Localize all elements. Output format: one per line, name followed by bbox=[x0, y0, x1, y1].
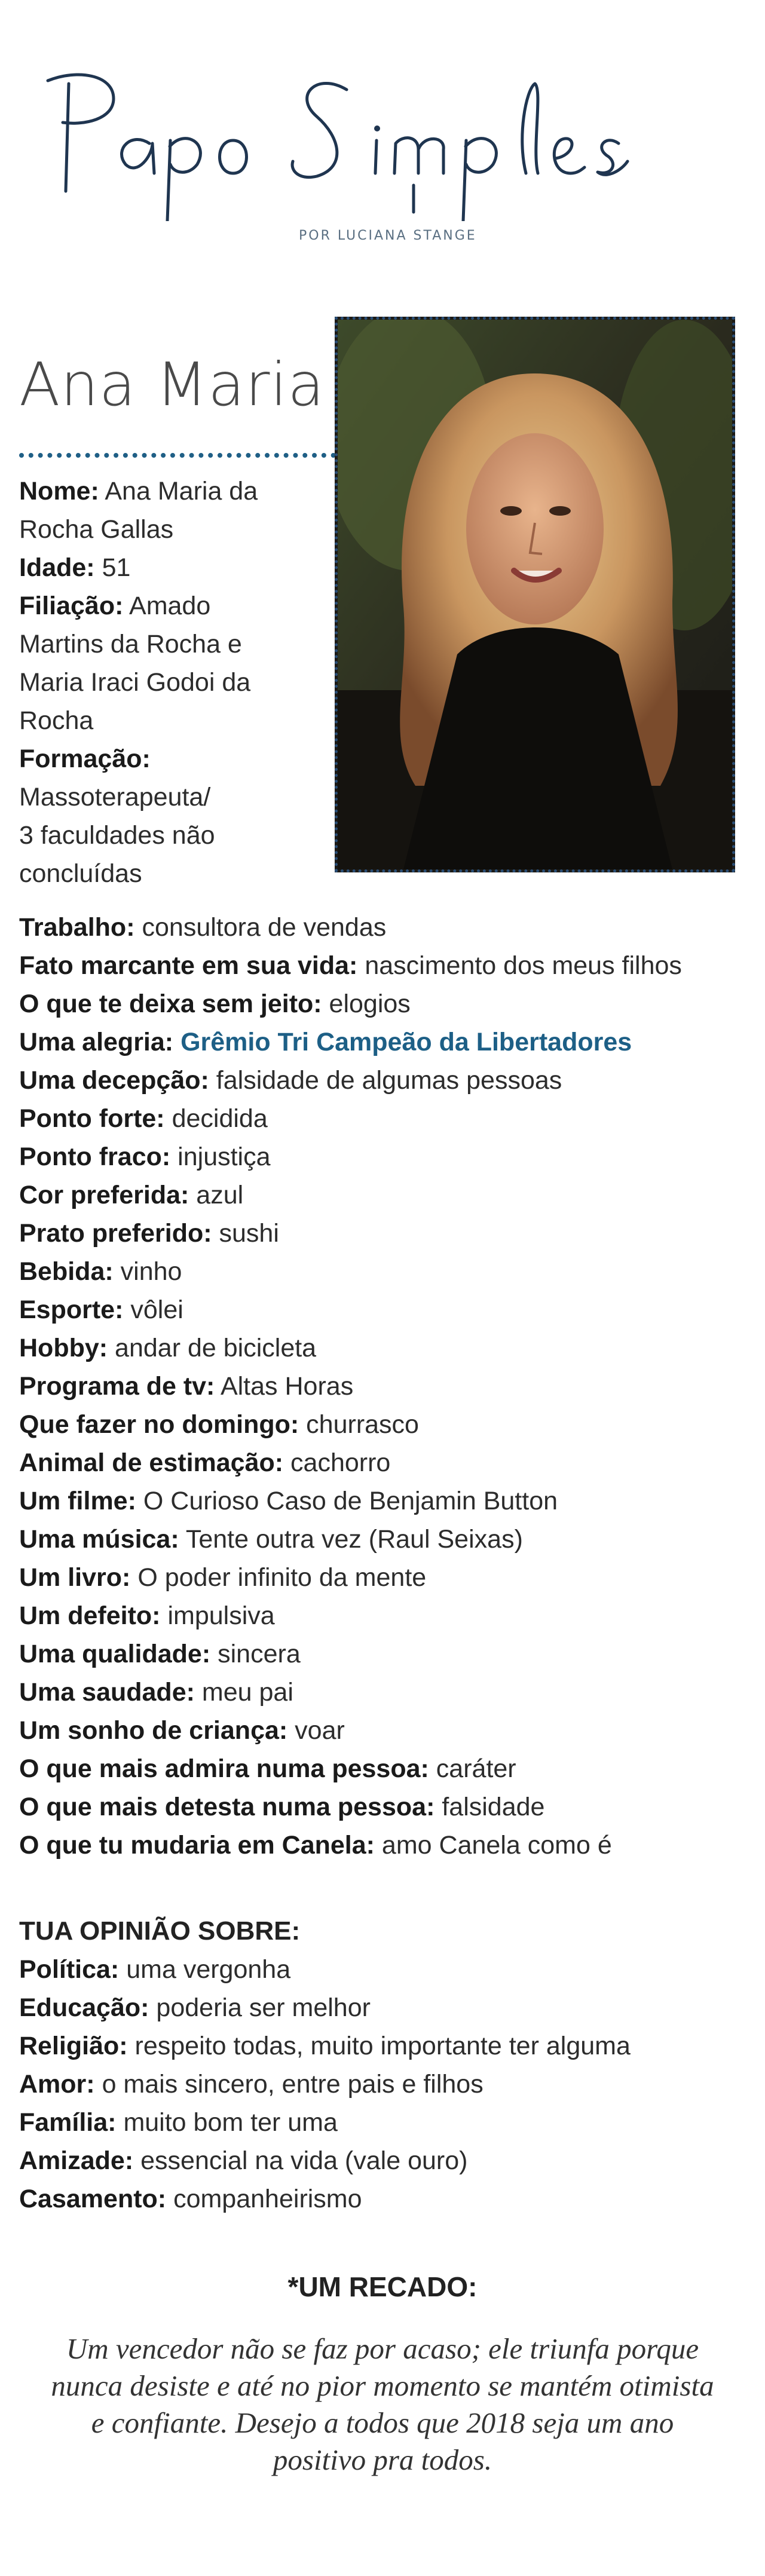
field-value: Maria Iraci Godoi da bbox=[19, 668, 251, 697]
field-value: churrasco bbox=[306, 1410, 419, 1439]
field-value: Tente outra vez (Raul Seixas) bbox=[185, 1525, 523, 1554]
field-row bbox=[19, 1176, 748, 1214]
field-label: Religião: bbox=[19, 2032, 128, 2060]
recado-title: *UM RECADO: bbox=[287, 2271, 478, 2302]
field-label: Que fazer no domingo: bbox=[19, 1410, 299, 1439]
field-value: voar bbox=[295, 1716, 345, 1745]
field-label: Um defeito: bbox=[19, 1601, 161, 1630]
field-idade bbox=[19, 549, 330, 587]
portrait-photo-icon bbox=[338, 320, 732, 869]
field-label: Bebida: bbox=[19, 1257, 114, 1286]
field-value: caráter bbox=[436, 1754, 516, 1783]
field-label: Família: bbox=[19, 2108, 117, 2137]
field-row bbox=[19, 985, 748, 1023]
field-value: vinho bbox=[120, 1257, 182, 1286]
opinion-list bbox=[19, 1950, 748, 2218]
field-value: amo Canela como é bbox=[381, 1831, 612, 1860]
field-value: concluídas bbox=[19, 859, 142, 888]
field-label: Educação: bbox=[19, 1993, 149, 2022]
field-value: elogios bbox=[329, 990, 411, 1018]
field-row bbox=[19, 1023, 748, 1061]
field-row bbox=[19, 1444, 748, 1482]
field-value: companheirismo bbox=[173, 2185, 362, 2213]
highlighted-value: Grêmio Tri Campeão da Libertadores bbox=[180, 1028, 632, 1056]
field-label: Prato preferido: bbox=[19, 1219, 212, 1248]
field-value: injustiça bbox=[178, 1142, 271, 1171]
left-column-fields bbox=[19, 472, 330, 893]
field-value: meu pai bbox=[201, 1678, 293, 1707]
field-label: Fato marcante em sua vida: bbox=[19, 951, 358, 980]
field-row bbox=[19, 1329, 748, 1367]
field-row bbox=[19, 1597, 748, 1635]
masthead bbox=[0, 0, 765, 299]
field-value: sushi bbox=[219, 1219, 279, 1248]
field-row bbox=[19, 1635, 748, 1673]
field-value: 3 faculdades não bbox=[19, 821, 215, 850]
field-label: Esporte: bbox=[19, 1295, 124, 1324]
field-row bbox=[19, 908, 748, 947]
byline: POR LUCIANA STANGE bbox=[299, 228, 477, 243]
field-row bbox=[19, 1520, 748, 1558]
field-row bbox=[19, 1482, 748, 1520]
opinion-row bbox=[19, 1950, 748, 1989]
field-value: Rocha bbox=[19, 706, 94, 735]
opinion-heading: TUA OPINIÃO SOBRE: bbox=[19, 1916, 301, 1946]
field-label: O que tu mudaria em Canela: bbox=[19, 1831, 375, 1860]
field-label: Cor preferida: bbox=[19, 1181, 189, 1209]
field-label: Um livro: bbox=[19, 1563, 131, 1592]
opinion-section bbox=[19, 1912, 748, 2218]
field-value: respeito todas, muito importante ter alguma bbox=[134, 2032, 631, 2060]
field-label: Nome: bbox=[19, 477, 99, 506]
field-value: muito bom ter uma bbox=[123, 2108, 338, 2137]
field-label: Filiação: bbox=[19, 592, 124, 620]
field-value: Martins da Rocha e bbox=[19, 630, 242, 658]
field-value: vôlei bbox=[130, 1295, 183, 1324]
opinion-row bbox=[19, 1989, 748, 2027]
field-filiacao bbox=[19, 587, 330, 740]
field-label: Amor: bbox=[19, 2070, 95, 2099]
field-row bbox=[19, 1558, 748, 1597]
field-label: Uma qualidade: bbox=[19, 1640, 211, 1668]
field-row bbox=[19, 1367, 748, 1405]
field-value: Massoterapeuta/ bbox=[19, 783, 211, 811]
profile-fields bbox=[19, 908, 748, 1864]
field-label: Política: bbox=[19, 1955, 120, 1984]
field-value: azul bbox=[196, 1181, 244, 1209]
field-label: Uma saudade: bbox=[19, 1678, 195, 1707]
field-value: cachorro bbox=[290, 1448, 391, 1477]
opinion-row bbox=[19, 2180, 748, 2218]
field-row bbox=[19, 1214, 748, 1252]
field-formacao bbox=[19, 740, 330, 893]
field-row bbox=[19, 1252, 748, 1291]
field-label: O que mais detesta numa pessoa: bbox=[19, 1793, 435, 1821]
field-label: Uma música: bbox=[19, 1525, 179, 1554]
field-value: andar de bicicleta bbox=[115, 1334, 317, 1362]
field-row bbox=[19, 1061, 748, 1099]
field-value: 51 bbox=[102, 553, 131, 582]
field-value: falsidade de algumas pessoas bbox=[216, 1066, 562, 1095]
field-row bbox=[19, 1138, 748, 1176]
field-row bbox=[19, 1826, 748, 1864]
field-value: uma vergonha bbox=[126, 1955, 291, 1984]
field-value: consultora de vendas bbox=[142, 913, 387, 942]
field-value: Altas Horas bbox=[220, 1372, 354, 1401]
field-label: Ponto fraco: bbox=[19, 1142, 171, 1171]
field-label: Programa de tv: bbox=[19, 1372, 215, 1401]
field-label: Ponto forte: bbox=[19, 1104, 165, 1133]
profile-name: Ana Maria bbox=[19, 350, 325, 419]
field-label: Trabalho: bbox=[19, 913, 135, 942]
dotted-divider bbox=[19, 453, 336, 458]
field-nome bbox=[19, 472, 330, 549]
opinion-row bbox=[19, 2103, 748, 2142]
field-label: Uma alegria: bbox=[19, 1028, 174, 1056]
opinion-row bbox=[19, 2027, 748, 2065]
field-value: sincera bbox=[218, 1640, 301, 1668]
field-label: Um filme: bbox=[19, 1487, 136, 1515]
field-label: Casamento: bbox=[19, 2185, 167, 2213]
field-row bbox=[19, 1291, 748, 1329]
field-value: Rocha Gallas bbox=[19, 515, 174, 544]
field-row bbox=[19, 1673, 748, 1711]
field-row bbox=[19, 1405, 748, 1444]
field-row bbox=[19, 1750, 748, 1788]
field-value: falsidade bbox=[442, 1793, 545, 1821]
field-value: decidida bbox=[172, 1104, 268, 1133]
field-value: O Curioso Caso de Benjamin Button bbox=[143, 1487, 558, 1515]
recado-text: Um vencedor não se faz por acaso; ele triunfa porque nunca desiste e até no pior momento se mantém otimista e confiante. Desejo a todos que 2018 seja um ano positivo pra todos. bbox=[51, 2332, 714, 2476]
field-label: Hobby: bbox=[19, 1334, 108, 1362]
field-row bbox=[19, 947, 748, 985]
field-label: Um sonho de criança: bbox=[19, 1716, 288, 1745]
opinion-row bbox=[19, 2065, 748, 2103]
field-label: Uma decepção: bbox=[19, 1066, 209, 1095]
field-row bbox=[19, 1788, 748, 1826]
field-label: Animal de estimação: bbox=[19, 1448, 284, 1477]
field-label: O que mais admira numa pessoa: bbox=[19, 1754, 429, 1783]
field-value: o mais sincero, entre pais e filhos bbox=[102, 2070, 484, 2099]
field-label: Idade: bbox=[19, 553, 95, 582]
field-value: Ana Maria da bbox=[105, 477, 258, 506]
masthead-title-logo bbox=[36, 66, 729, 221]
field-value: essencial na vida (vale ouro) bbox=[140, 2146, 468, 2175]
field-value: nascimento dos meus filhos bbox=[365, 951, 682, 980]
field-label: Formação: bbox=[19, 745, 151, 773]
field-row bbox=[19, 1711, 748, 1750]
field-value: Amado bbox=[129, 592, 211, 620]
field-label: O que te deixa sem jeito: bbox=[19, 990, 322, 1018]
opinion-row bbox=[19, 2142, 748, 2180]
profile-photo bbox=[335, 317, 735, 872]
field-value: poderia ser melhor bbox=[156, 1993, 371, 2022]
field-value: impulsiva bbox=[167, 1601, 275, 1630]
field-label: Amizade: bbox=[19, 2146, 134, 2175]
field-value: O poder infinito da mente bbox=[137, 1563, 427, 1592]
field-row bbox=[19, 1099, 748, 1138]
